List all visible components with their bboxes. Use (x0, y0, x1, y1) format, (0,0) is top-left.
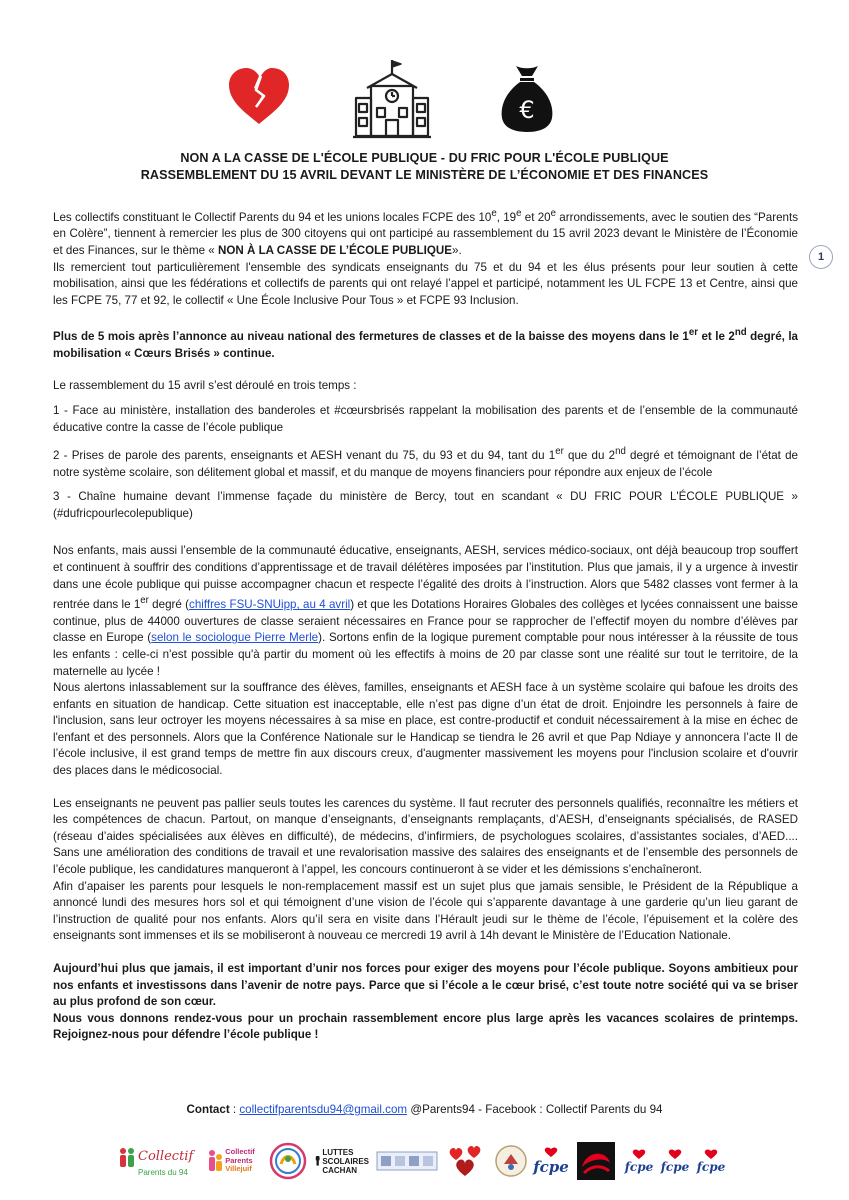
paragraph-president: Afin d’apaiser les parents pour lesquels le non-remplacement massif est un sujet plus que jamais sensible, le Président de la République a annoncé lundi des mesures hors sol et qui témoignent d’une vision de l’école qui s’apparente davantage à une garderie qu’un lieu garant de l’instruction de qualité pour nos enfants. Alors qu’il sera en visite dans l’Hérault jeudi sur le thème de l’école, l’épuisement et la colère des enseignants sont immenses et ils se mobiliseront à nouveau ce mercredi 19 avril à 14h devant le Ministère de l’Education Nationale. (53, 879, 798, 943)
family-icon (118, 1146, 136, 1168)
contact-line: Contact : collectifparentsdu94@gmail.com @Parents94 - Facebook : Collectif Parents du 94 (186, 1103, 663, 1116)
money-bag-icon (498, 62, 556, 134)
title-line-2: RASSEMBLEMENT DU 15 AVRIL DEVANT LE MINISTÈRE DE L’ÉCONOMIE ET DES FINANCES (140, 168, 709, 182)
paragraph-staff: Les enseignants ne peuvent pas pallier seuls toutes les carences du système. Il faut recruter des personnels qualifiés, reconnaître les métiers et les compétences de chacun. Partout, on manque d’enseignants, d’enseignants remplaçants, d’AESH, d’enseignants spécialisés, de RASED (réseau d’aides spécialisées aux élèves en difficulté), de médecins, d’infirmiers, de psychologues scolaires, d’assistantes sociales, d’AED.... Sans une amélioration des conditions de travail et une revalorisation massive des salaires des enseignants et de l’ensemble des personnels de l’école publique, les candidatures manqueront à l’appel, les concours continueront à se vider et les démissions s’enchaîneront. (53, 796, 798, 877)
partner-logos (118, 1140, 726, 1185)
timeline-step-2: 2 - Prises de parole des parents, enseignants et AESH venant du 75, du 93 et du 94, tant du 1er que du 2nd degré et témoignant de l’état de notre système scolaire, son délitement global et massif, et du manque de moyens financiers pour répondre aux enjeux de l’école (53, 446, 798, 479)
children-icon (207, 1149, 223, 1173)
fcpe-heart-icon (544, 1146, 558, 1158)
logo-fcpe-local-3: fcpe (694, 1140, 728, 1182)
timeline-step-3: 3 - Chaîne humaine devant l’immense façade du ministère de Bercy, tout en scandant « DU FRIC POUR L'ÉCOLE PUBLIQUE » (#dufricpourlecolepublique) (53, 490, 798, 520)
broken-heart-icon (226, 66, 292, 126)
contact-email-link[interactable]: collectifparentsdu94@gmail.com (239, 1103, 408, 1116)
logo-collectif-parents-villejuif: Collectif Parents Villejuif (200, 1140, 262, 1182)
timeline-step-1: 1 - Face au ministère, installation des banderoles et #cœursbrisés rappelant la mobilisation des parents et de l’ensemble de la communauté éducative contre la casse de l’école publique (53, 404, 798, 434)
logo-fcpe: fcpe (532, 1140, 570, 1182)
header-icons (0, 58, 849, 143)
title-line-1: NON A LA CASSE DE L'ÉCOLE PUBLIQUE - DU FRIC POUR L'ÉCOLE PUBLIQUE (180, 151, 669, 165)
logo-banner-strip (374, 1140, 440, 1182)
paragraph-intro: Les collectifs constituant le Collectif Parents du 94 et les unions locales FCPE des 10e, 19e et 20e arrondissements, avec le soutien des “Parents en Colère”, tiennent à remercier les plus de 300 citoyens qui ont participé au rassemblement du 15 avril 2023 devant le Ministère de l’Économie et des Finances, sur le thème « NON À LA CASSE DE L’ÉCOLE PUBLIQUE». (53, 208, 799, 258)
contact-social: @Parents94 - Facebook : Collectif Parents du 94 (407, 1103, 663, 1116)
paragraph-children: Nos enfants, mais aussi l’ensemble de la communauté éducative, enseignants, AESH, services médico-sociaux, ont déjà beaucoup trop souffert et continuent à souffrir des conditions d’apprentissage et de travail délétères imposées par l’institution. Plus que jamais, il y a urgence à investir dans une école publique qui puisse accompagner chacun et respecte l’égalité des droits à l’instruction. Alors que 5482 classes vont fermer à la rentrée dans le 1er degré (chiffres FSU-SNUipp, au 4 avril) et que les Dotations Horaires Globales des collèges et lycées connaissent une baisse continue, plus de 44000 ouvertures de classe seraient nécessaires en France pour se rapprocher de l’effectif moyen du nombre d’élèves par classe en Europe (selon le sociologue Pierre Merle). Sortons enfin de la logique purement comptable pour nous intéresser à la réussite de tous les enfants : celle-ci n'est possible qu'à partir du moment où les effectifs à moins de 20 par classe sont une réalité sur tout le territoire, de la maternelle au lycée ! (53, 544, 798, 678)
paragraph-call-to-action: Aujourd’hui plus que jamais, il est important d’unir nos forces pour exiger des moyens pour l’école publique. Soyons ambitieux pour nos enfants et investissons dans l’avenir de notre pays. Parce que si l’école a le cœur brisé, c’est toute notre société qui va se briser au plus profond de son cœur. (53, 962, 798, 1009)
logo-round-seal (492, 1140, 530, 1182)
letter-body (53, 206, 798, 1044)
raised-fist-icon (315, 1148, 320, 1174)
paragraph-inclusion: Nous alertons inlassablement sur la souffrance des élèves, familles, enseignants et AESH face à un système scolaire qui bafoue les droits des enfants en situation de handicap. Cette situation est inacceptable, elle n’est pas digne d’un état de droit. Enjoindre les personnels à faire de l'inclusion, sans leur octroyer les moyens nécessaires à sa mise en place, est contre-productif et conduit nécessairement à la mise en échec de l'enfant et des personnels. Alors que la Conférence Nationale sur le Handicap se tiendra le 26 avril et que Pap Ndiaye y annoncera l’acte II de l’école inclusive, il est grand temps de mettre fin aux discours creux, d'augmenter massivement les moyens pour l'inclusion scolaire et d'ouvrir des places dans le médicosocial. (53, 681, 798, 778)
logo-fcpe-local-1: fcpe (622, 1140, 656, 1182)
logo-collectif-parents-94: Collectif Parents du 94 (118, 1140, 196, 1182)
logo-luttes-scolaires-cachan: LUTTES SCOLAIRES CACHAN (315, 1140, 369, 1182)
paragraph-thanks: Ils remercient tout particulièrement l'ensemble des syndicats enseignants du 75 et du 94 et les élus présents pour leur soutien à cette mobilisation, ainsi que les fédérations et collectifs de parents qui ont relayé l’appel et participé, notamment les UL FCPE 13 et Centre, ainsi que les FCPE 75, 77 et 92, le collectif « Une École Inclusive Pour Tous » et FCPE 93 Inclusion. (53, 260, 798, 307)
paragraph-rendezvous: Nous vous donnons rendez-vous pour un prochain rassemblement encore plus large après les vacances scolaires de printemps. Rejoignez-nous pour défendre l’école publique ! (53, 1011, 798, 1042)
link-pierre-merle[interactable]: selon le sociologue Pierre Merle (151, 631, 319, 645)
logo-circle-emblem (266, 1140, 310, 1182)
paragraph-timeline-intro: Le rassemblement du 15 avril s’est déroulé en trois temps : (53, 379, 357, 393)
page-number-badge: 1 (809, 245, 833, 269)
svg-text:€: € (519, 96, 535, 124)
page-title (40, 150, 809, 184)
paragraph-mobilisation: Plus de 5 mois après l’annonce au niveau national des fermetures de classes et de la baisse des moyens dans le 1er et le 2nd degré, la mobilisation « Cœurs Brisés » continue. (53, 327, 798, 360)
contact-label: Contact (186, 1103, 230, 1116)
logo-hearts-group (444, 1140, 488, 1182)
school-building-icon (353, 58, 431, 140)
logo-red-emblem (574, 1140, 618, 1182)
link-fsu-snuipp[interactable]: chiffres FSU-SNUipp, au 4 avril (189, 598, 351, 612)
logo-fcpe-local-2: fcpe (658, 1140, 692, 1182)
